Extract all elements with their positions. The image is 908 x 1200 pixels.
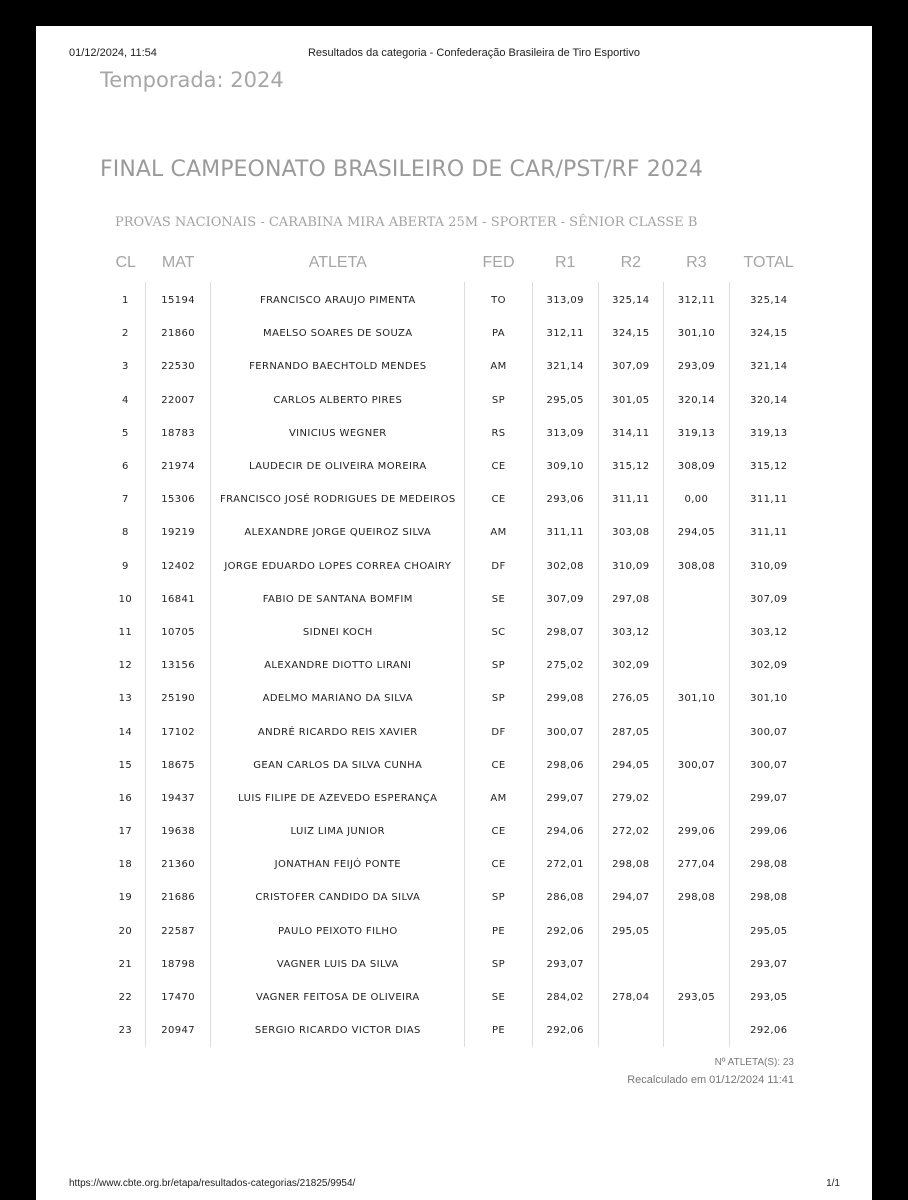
r2-score-cell: 301,05 [598, 384, 664, 417]
athlete-name-cell: CARLOS ALBERTO PIRES [211, 384, 465, 417]
rank-cell: 1 [122, 295, 129, 307]
r1-score-cell: 300,07 [532, 715, 598, 748]
r2-score-cell: 294,07 [598, 881, 664, 914]
rank-cell: 7 [122, 494, 129, 506]
rank-cell: 19 [118, 892, 133, 904]
athlete-name-cell: FRANCISCO JOSÉ RODRIGUES DE MEDEIROS [211, 483, 465, 516]
federation-cell: TO [465, 282, 533, 317]
column-header-r2: R2 [620, 254, 642, 271]
r2-score-cell: 278,04 [598, 981, 664, 1014]
registration-cell: 10705 [145, 616, 211, 649]
table-row [106, 682, 808, 715]
r3-score-cell: 308,08 [664, 550, 730, 583]
r1-score-cell: 307,09 [532, 583, 598, 616]
r1-score-cell: 311,11 [532, 516, 598, 549]
r1-score-cell: 312,11 [532, 317, 598, 350]
column-header-mat: MAT [161, 254, 195, 271]
registration-cell: 21686 [145, 881, 211, 914]
table-row [106, 450, 808, 483]
r3-score-cell: 301,10 [664, 682, 730, 715]
r2-score-cell: 272,02 [598, 815, 664, 848]
total-score-cell: 300,07 [729, 715, 808, 748]
r1-score-cell: 293,06 [532, 483, 598, 516]
total-score-cell: 293,07 [729, 948, 808, 981]
athlete-name-cell: VINICIUS WEGNER [211, 417, 465, 450]
results-table-body [106, 282, 808, 1047]
r2-score-cell: 303,12 [598, 616, 664, 649]
athlete-count: Nº ATLETA(S): 23 [714, 1057, 794, 1068]
registration-cell: 21860 [145, 317, 211, 350]
total-score-cell: 311,11 [729, 516, 808, 549]
registration-cell: 22587 [145, 915, 211, 948]
rank-cell: 10 [118, 593, 133, 605]
r3-score-cell [664, 649, 730, 682]
rank-cell: 2 [122, 328, 129, 340]
r3-score-cell: 0,00 [664, 483, 730, 516]
athlete-name-cell: VAGNER FEITOSA DE OLIVEIRA [211, 981, 465, 1014]
rank-cell: 15 [118, 759, 133, 771]
print-header [69, 47, 839, 61]
results-table [106, 248, 808, 1047]
r3-score-cell: 300,07 [664, 749, 730, 782]
print-document-title: Resultados da categoria - Confederação Brasileira de Tiro Esportivo [307, 47, 640, 59]
category-subtitle: PROVAS NACIONAIS - CARABINA MIRA ABERTA 25M - SPORTER - SÊNIOR CLASSE B [115, 215, 698, 230]
event-title: FINAL CAMPEONATO BRASILEIRO DE CAR/PST/RF 2024 [100, 157, 704, 182]
registration-cell: 19219 [145, 516, 211, 549]
table-row [106, 649, 808, 682]
athlete-name-cell: SIDNEI KOCH [211, 616, 465, 649]
print-page-number: 1/1 [826, 1178, 840, 1189]
total-score-cell: 311,11 [729, 483, 808, 516]
r3-score-cell [664, 915, 730, 948]
r3-score-cell: 308,09 [664, 450, 730, 483]
registration-cell: 16841 [145, 583, 211, 616]
r2-score-cell: 325,14 [598, 282, 664, 317]
r3-score-cell: 293,09 [664, 350, 730, 383]
table-row [106, 948, 808, 981]
federation-cell: CE [465, 848, 533, 881]
federation-cell: DF [465, 715, 533, 748]
r1-score-cell: 309,10 [532, 450, 598, 483]
total-score-cell: 325,14 [729, 282, 808, 317]
rank-cell: 16 [118, 792, 133, 804]
total-score-cell: 299,06 [729, 815, 808, 848]
season-heading: Temporada: 2024 [100, 68, 284, 92]
registration-cell: 18675 [145, 749, 211, 782]
r1-score-cell: 299,08 [532, 682, 598, 715]
registration-cell: 12402 [145, 550, 211, 583]
total-score-cell: 298,08 [729, 848, 808, 881]
registration-cell: 20947 [145, 1014, 211, 1047]
total-score-cell: 300,07 [729, 749, 808, 782]
r3-score-cell: 312,11 [664, 282, 730, 317]
r2-score-cell: 294,05 [598, 749, 664, 782]
table-row [106, 282, 808, 317]
r2-score-cell: 324,15 [598, 317, 664, 350]
printed-page [36, 26, 872, 1200]
r2-score-cell: 298,08 [598, 848, 664, 881]
federation-cell: RS [465, 417, 533, 450]
federation-cell: CE [465, 483, 533, 516]
r3-score-cell: 294,05 [664, 516, 730, 549]
total-score-cell: 295,05 [729, 915, 808, 948]
r2-score-cell: 279,02 [598, 782, 664, 815]
registration-cell: 15194 [145, 282, 211, 317]
rank-cell: 17 [118, 826, 133, 838]
athlete-name-cell: ADELMO MARIANO DA SILVA [211, 682, 465, 715]
federation-cell: DF [465, 550, 533, 583]
table-row [106, 583, 808, 616]
total-score-cell: 293,05 [729, 981, 808, 1014]
total-score-cell: 310,09 [729, 550, 808, 583]
rank-cell: 14 [118, 726, 133, 738]
r2-score-cell: 295,05 [598, 915, 664, 948]
r3-score-cell: 298,08 [664, 881, 730, 914]
table-row [106, 715, 808, 748]
rank-cell: 13 [118, 693, 133, 705]
federation-cell: SC [465, 616, 533, 649]
table-row [106, 350, 808, 383]
r3-score-cell: 319,13 [664, 417, 730, 450]
total-score-cell: 321,14 [729, 350, 808, 383]
athlete-name-cell: JORGE EDUARDO LOPES CORREA CHOAIRY [211, 550, 465, 583]
r3-score-cell [664, 1014, 730, 1047]
federation-cell: CE [465, 815, 533, 848]
federation-cell: CE [465, 749, 533, 782]
rank-cell: 11 [118, 626, 133, 638]
r1-score-cell: 275,02 [532, 649, 598, 682]
federation-cell: PA [465, 317, 533, 350]
table-row [106, 981, 808, 1014]
r3-score-cell: 277,04 [664, 848, 730, 881]
r1-score-cell: 321,14 [532, 350, 598, 383]
rank-cell: 6 [122, 461, 129, 473]
rank-cell: 20 [118, 925, 133, 937]
federation-cell: SP [465, 649, 533, 682]
r1-score-cell: 298,07 [532, 616, 598, 649]
rank-cell: 23 [118, 1025, 133, 1037]
table-row [106, 915, 808, 948]
table-row [106, 483, 808, 516]
federation-cell: PE [465, 915, 533, 948]
total-score-cell: 302,09 [729, 649, 808, 682]
table-row [106, 616, 808, 649]
athlete-name-cell: ANDRÉ RICARDO REIS XAVIER [211, 715, 465, 748]
athlete-name-cell: GEAN CARLOS DA SILVA CUNHA [211, 749, 465, 782]
rank-cell: 4 [122, 394, 129, 406]
r1-score-cell: 293,07 [532, 948, 598, 981]
r3-score-cell [664, 782, 730, 815]
registration-cell: 25190 [145, 682, 211, 715]
athlete-name-cell: CRISTOFER CANDIDO DA SILVA [211, 881, 465, 914]
total-score-cell: 324,15 [729, 317, 808, 350]
registration-cell: 18783 [145, 417, 211, 450]
registration-cell: 19638 [145, 815, 211, 848]
federation-cell: PE [465, 1014, 533, 1047]
rank-cell: 5 [122, 427, 129, 439]
column-header-atleta: ATLETA [308, 254, 367, 271]
r3-score-cell [664, 715, 730, 748]
athlete-name-cell: LUIZ LIMA JUNIOR [211, 815, 465, 848]
r1-score-cell: 313,09 [532, 282, 598, 317]
table-row [106, 782, 808, 815]
r1-score-cell: 299,07 [532, 782, 598, 815]
r2-score-cell: 314,11 [598, 417, 664, 450]
r2-score-cell: 303,08 [598, 516, 664, 549]
registration-cell: 21360 [145, 848, 211, 881]
print-url: https://www.cbte.org.br/etapa/resultados-categorias/21825/9954/ [69, 1178, 356, 1189]
column-header-total: TOTAL [743, 254, 794, 271]
r2-score-cell [598, 1014, 664, 1047]
registration-cell: 22530 [145, 350, 211, 383]
r3-score-cell [664, 583, 730, 616]
column-header-r1: R1 [554, 254, 576, 271]
federation-cell: SE [465, 583, 533, 616]
athlete-name-cell: JONATHAN FEIJÓ PONTE [211, 848, 465, 881]
table-row [106, 317, 808, 350]
r1-score-cell: 298,06 [532, 749, 598, 782]
r1-score-cell: 294,06 [532, 815, 598, 848]
r1-score-cell: 292,06 [532, 915, 598, 948]
rank-cell: 21 [118, 958, 133, 970]
table-row [106, 749, 808, 782]
total-score-cell: 303,12 [729, 616, 808, 649]
table-row [106, 550, 808, 583]
r1-score-cell: 286,08 [532, 881, 598, 914]
federation-cell: AM [465, 782, 533, 815]
rank-cell: 9 [122, 560, 129, 572]
registration-cell: 19437 [145, 782, 211, 815]
total-score-cell: 299,07 [729, 782, 808, 815]
rank-cell: 3 [122, 361, 129, 373]
athlete-name-cell: SERGIO RICARDO VICTOR DIAS [211, 1014, 465, 1047]
total-score-cell: 315,12 [729, 450, 808, 483]
rank-cell: 12 [118, 660, 133, 672]
recalculated-timestamp: Recalculado em 01/12/2024 11:41 [627, 1074, 794, 1086]
total-score-cell: 292,06 [729, 1014, 808, 1047]
athlete-name-cell: ALEXANDRE DIOTTO LIRANI [211, 649, 465, 682]
athlete-name-cell: ALEXANDRE JORGE QUEIROZ SILVA [211, 516, 465, 549]
r1-score-cell: 313,09 [532, 417, 598, 450]
rank-cell: 8 [122, 527, 129, 539]
table-header-row [106, 248, 808, 282]
federation-cell: SP [465, 384, 533, 417]
r2-score-cell [598, 948, 664, 981]
total-score-cell: 307,09 [729, 583, 808, 616]
athlete-name-cell: FERNANDO BAECHTOLD MENDES [211, 350, 465, 383]
r3-score-cell [664, 616, 730, 649]
registration-cell: 21974 [145, 450, 211, 483]
column-header-r3: R3 [686, 254, 707, 271]
r2-score-cell: 302,09 [598, 649, 664, 682]
r2-score-cell: 297,08 [598, 583, 664, 616]
r1-score-cell: 295,05 [532, 384, 598, 417]
r3-score-cell: 320,14 [664, 384, 730, 417]
r2-score-cell: 311,11 [598, 483, 664, 516]
table-row [106, 1014, 808, 1047]
r1-score-cell: 284,02 [532, 981, 598, 1014]
total-score-cell: 298,08 [729, 881, 808, 914]
print-datetime: 01/12/2024, 11:54 [69, 47, 157, 59]
athlete-name-cell: VAGNER LUIS DA SILVA [211, 948, 465, 981]
federation-cell: AM [465, 516, 533, 549]
r3-score-cell [664, 948, 730, 981]
registration-cell: 13156 [145, 649, 211, 682]
federation-cell: AM [465, 350, 533, 383]
registration-cell: 17102 [145, 715, 211, 748]
total-score-cell: 320,14 [729, 384, 808, 417]
r3-score-cell: 301,10 [664, 317, 730, 350]
print-footer [69, 1178, 840, 1192]
registration-cell: 22007 [145, 384, 211, 417]
athlete-name-cell: LUIS FILIPE DE AZEVEDO ESPERANÇA [211, 782, 465, 815]
r2-score-cell: 315,12 [598, 450, 664, 483]
column-header-fed: FED [482, 254, 515, 271]
registration-cell: 15306 [145, 483, 211, 516]
federation-cell: SP [465, 682, 533, 715]
federation-cell: SP [465, 948, 533, 981]
registration-cell: 18798 [145, 948, 211, 981]
r1-score-cell: 272,01 [532, 848, 598, 881]
r2-score-cell: 310,09 [598, 550, 664, 583]
total-score-cell: 319,13 [729, 417, 808, 450]
athlete-name-cell: FABIO DE SANTANA BOMFIM [211, 583, 465, 616]
federation-cell: SE [465, 981, 533, 1014]
table-row [106, 384, 808, 417]
table-row [106, 881, 808, 914]
table-row [106, 815, 808, 848]
registration-cell: 17470 [145, 981, 211, 1014]
athlete-name-cell: PAULO PEIXOTO FILHO [211, 915, 465, 948]
column-header-cl: CL [115, 254, 136, 271]
federation-cell: SP [465, 881, 533, 914]
rank-cell: 22 [118, 992, 133, 1004]
r2-score-cell: 307,09 [598, 350, 664, 383]
table-row [106, 417, 808, 450]
r3-score-cell: 293,05 [664, 981, 730, 1014]
athlete-name-cell: FRANCISCO ARAUJO PIMENTA [211, 282, 465, 317]
total-score-cell: 301,10 [729, 682, 808, 715]
federation-cell: CE [465, 450, 533, 483]
table-row [106, 516, 808, 549]
r1-score-cell: 292,06 [532, 1014, 598, 1047]
athlete-name-cell: MAELSO SOARES DE SOUZA [211, 317, 465, 350]
r1-score-cell: 302,08 [532, 550, 598, 583]
r3-score-cell: 299,06 [664, 815, 730, 848]
rank-cell: 18 [118, 859, 133, 871]
athlete-name-cell: LAUDECIR DE OLIVEIRA MOREIRA [211, 450, 465, 483]
r2-score-cell: 287,05 [598, 715, 664, 748]
table-row [106, 848, 808, 881]
r2-score-cell: 276,05 [598, 682, 664, 715]
